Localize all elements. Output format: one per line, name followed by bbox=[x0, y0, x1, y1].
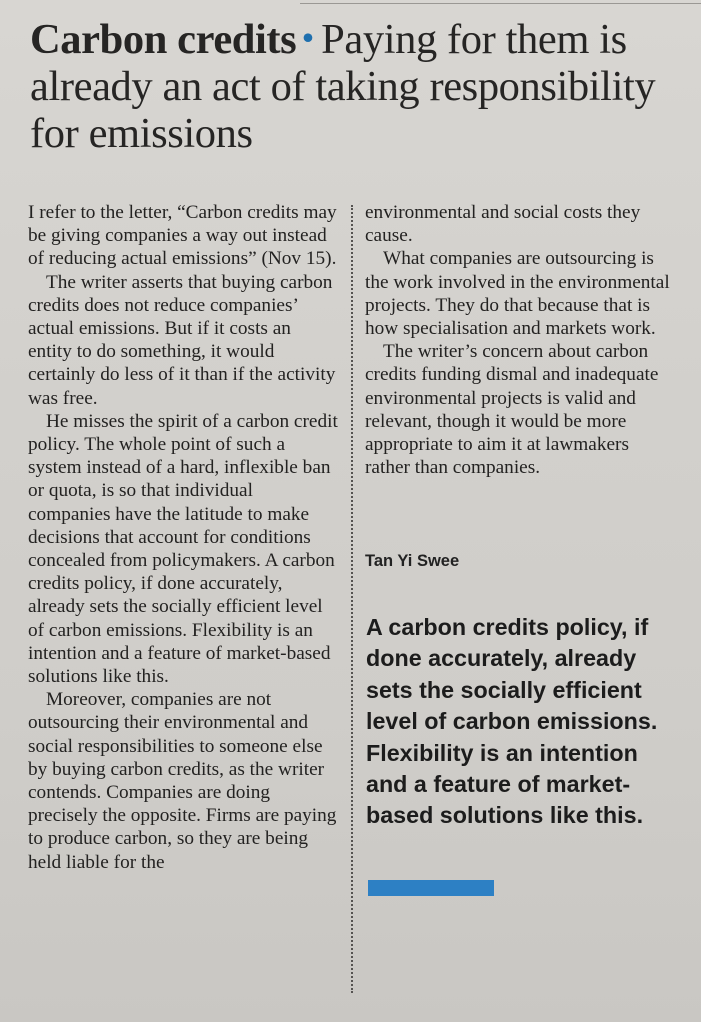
article-right-column bbox=[365, 201, 677, 479]
accent-bar bbox=[368, 880, 494, 896]
headline bbox=[30, 14, 680, 157]
author-byline: Tan Yi Swee bbox=[365, 552, 460, 570]
paragraph-1: I refer to the letter, “Carbon credits may be giving companies a way out instead of reducing actual emissions” (Nov 15). bbox=[28, 202, 337, 270]
paragraph-3: He misses the spirit of a carbon credit policy. The whole point of such a system instead of a hard, inflexible ban or quota, is so that individual companies have the latitude to make decisions that account for conditions concealed from policymakers. A carbon credits policy, if done accurately, already sets the socially efficient level of carbon emissions. Flexibility is an intention and a feature of market-based solutions like this. bbox=[28, 410, 338, 688]
paragraph-2: The writer asserts that buying carbon credits does not reduce companies’ actual emissions. But if it costs an entity to do something, it would certainly do less of it than if the activity was free. bbox=[28, 271, 336, 409]
headline-title: Paying for them is already an act of taking responsibility for emissions bbox=[30, 16, 656, 157]
paragraph-5: environmental and social costs they cause. bbox=[365, 202, 641, 247]
top-rule bbox=[300, 0, 701, 4]
headline-kicker: Carbon credits bbox=[30, 16, 297, 63]
paragraph-7: The writer’s concern about carbon credits funding dismal and inadequate environmental projects is valid and relevant, though it would be more appropriate to aim it at lawmakers rather than companies. bbox=[365, 341, 659, 479]
paragraph-6: What companies are outsourcing is the work involved in the environmental projects. They do that because that is how specialisation and markets work. bbox=[365, 248, 670, 340]
paragraph-4: Moreover, companies are not outsourcing their environmental and social responsibilities to someone else by buying carbon credits, as the writer contends. Companies are doing precisely the opposite. Firms are paying to produce carbon, so they are being held liable for the bbox=[28, 689, 337, 873]
column-divider bbox=[351, 205, 353, 993]
article-left-column bbox=[28, 201, 338, 874]
pull-quote: A carbon credits policy, if done accurately, already sets the socially efficient level of carbon emissions. Flexibility is an intention and a feature of market-based solutions like this. bbox=[366, 614, 658, 829]
bullet-separator: • bbox=[302, 19, 314, 55]
